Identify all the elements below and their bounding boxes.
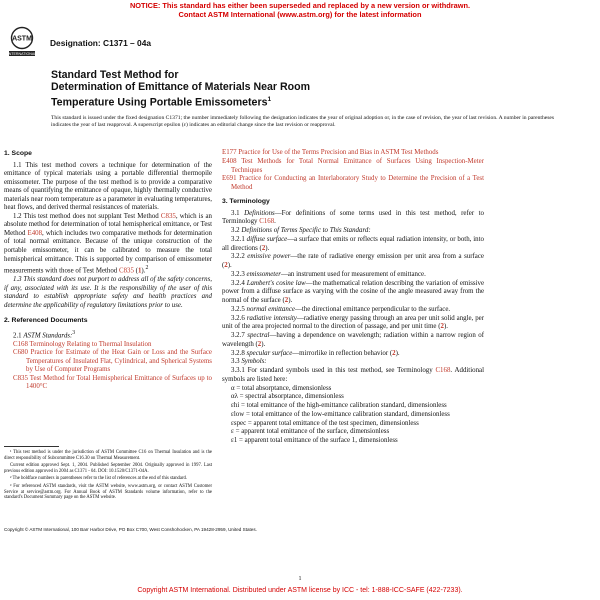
para-3-2-8: 3.2.8 specular surface—mirrorlike in reflection behavior (2). — [231, 349, 400, 357]
ref-code: E177 — [222, 149, 237, 156]
para-3-3-1: 3.3.1 For standard symbols used in this test method, see Terminology C168. Additional symbols are listed here: — [222, 367, 484, 383]
footnote-1: ¹ This test method is under the jurisdiction of ASTM Committee C16 on Thermal Insulation and is the direct responsibility of Subcommittee C16.30 on Thermal Measurement. — [4, 450, 212, 461]
ref-code: E408 — [222, 157, 237, 165]
ref-2-link[interactable]: 2 — [284, 297, 289, 304]
license-line: Copyright ASTM International. Distributed under ASTM license by ICC - tel: 1-888-ICC-SAFE (422-7233). — [137, 587, 463, 594]
title-line-3 — [51, 94, 551, 109]
notice-line-1: NOTICE: This standard has either been superseded and replaced by a new version or withdrawn. — [129, 1, 471, 10]
ref-code: C835 — [13, 374, 28, 382]
ref-item[interactable]: C680 Practice for Estimate of the Heat Gain or Loss and the Surface Temperatures of Insulated Flat, Cylindrical, and Spherical Systems by Use of Computer Programs — [13, 349, 212, 374]
ref-item[interactable]: E408 Test Methods for Total Normal Emittance of Surfaces Using Inspection-Meter Techniques — [222, 157, 484, 174]
document-title — [51, 70, 551, 109]
designation: Designation: C1371 – 04a — [50, 38, 152, 48]
symbol-item: εspec = apparent total emittance of the test specimen, dimensionless — [231, 419, 419, 427]
ref-2-link[interactable]: 2 — [257, 340, 262, 348]
para-1-3: 1.3 This standard does not purport to address all of the safety concerns, if any, associated with its use. It is the responsibility of the user of this standard to establish appropriate safety and health practices and determine the applicability of regulatory limitations prior to use. — [4, 275, 212, 309]
footnote-rule — [4, 446, 59, 447]
para-3-2-7: 3.2.7 spectral—having a dependence on wavelength; radiation within a narrow region of wavelength (2). — [222, 332, 484, 348]
ref-item[interactable]: C835 Test Method for Total Hemispherical Emittance of Surfaces up to 1400°C — [13, 374, 212, 391]
ref-1-link[interactable]: 1 — [137, 267, 142, 275]
ref-2-link[interactable]: 2 — [224, 262, 228, 269]
title-line-3-text: Temperature Using Portable Emissometers — [51, 96, 268, 109]
para-2-1: 2.1 ASTM Standards:$^3$ — [13, 329, 76, 339]
symbol-item: α = total absorptance, dimensionless — [231, 384, 332, 392]
svg-text:INTERNATIONAL: INTERNATIONAL — [8, 52, 36, 56]
ref-2-link[interactable]: 2 — [261, 244, 266, 252]
ref-item[interactable]: E177 Practice for Use of the Terms Precision and Bias in ASTM Test Methods — [222, 149, 439, 156]
para-3-2-1: 3.2.1 diffuse surface—a surface that emits or reflects equal radiation intensity, or both, into all directions (2). — [222, 235, 484, 252]
link-c835-2[interactable]: C835 — [118, 267, 134, 275]
para-3-2-2: 3.2.2 emissive power—the rate of radiative energy emission per unit area from a surface (2). — [222, 253, 484, 269]
ref-item[interactable]: E691 Practice for Conducting an Interlaboratory Study to Determine the Precision of a Test Method — [222, 175, 484, 191]
title-line-2: Determination of Emittance of Materials Near Room — [51, 80, 311, 93]
ref-code: C168 — [13, 340, 28, 348]
para-3-3: 3.3 Symbols: — [231, 358, 267, 366]
copyright-line: Copyright © ASTM International, 100 Barr Harbor Drive, PO Box C700, West Conshohocken, PA 19428-2959, United States. — [4, 527, 257, 532]
symbol-item: ε = apparent total emittance of the surface, dimensionless — [231, 428, 390, 436]
symbol-item: αλ = spectral absorptance, dimensionless — [231, 393, 344, 401]
terminology-heading: 3. Terminology — [222, 197, 270, 205]
link-c835[interactable]: C835 — [160, 212, 176, 220]
title-footnote-mark: 1 — [267, 95, 272, 103]
svg-text:ASTM: ASTM — [12, 35, 32, 43]
ref-item[interactable]: C168 Terminology Relating to Thermal Insulation — [13, 340, 152, 348]
para-1-1: 1.1 This test method covers a technique for determination of the emittance of typical materials using a portable differential thermopile emissometer. The purpose of the test method is to provide a comparative means of quantifying the emittance of opaque, highly thermally conductive materials near room temperature as a parameter in evaluating temperatures, heat flows, and derived thermal resistances of materials. — [4, 161, 212, 212]
footnotes — [4, 450, 212, 503]
ref-2-link[interactable]: 2 — [392, 349, 396, 357]
scope-heading: 1. Scope — [4, 150, 32, 157]
ref-code: C680 — [13, 349, 28, 357]
link-c168[interactable]: C168 — [259, 218, 275, 226]
ref-code: E691 — [222, 175, 237, 183]
para-1-2: 1.2 This test method does not supplant Test Method C835, which is an absolute method for determination of total hemispherical emittance, or Test Method E408, which includes two comparative methods for determination of total normal emittance. Because of the unique construction of the portable emissometer, it can be calibrated to measure the total hemispherical emittance. This is supported by comparison of emissometer measurements with those of Test Method C835 (1).$^2$ — [4, 212, 212, 275]
symbol-item: εlow = total emittance of the low-emittance calibration standard, dimensionless — [231, 410, 450, 418]
link-c168[interactable]: C168 — [435, 367, 451, 374]
symbol-item: ε1 = apparent total emittance of the surface 1, dimensionless — [231, 437, 398, 444]
para-3-2-3: 3.2.3 emissometer—an instrument used for measurement of emittance. — [231, 270, 426, 278]
right-column — [222, 149, 484, 446]
notice-line-2: Contact ASTM International (www.astm.org) for the latest information — [178, 9, 422, 19]
link-e408[interactable]: E408 — [27, 229, 43, 237]
refdocs-heading: 2. Referenced Documents — [4, 317, 88, 325]
para-3-1: 3.1 Definitions—For definitions of some terms used in this test method, refer to Terminology C168. — [222, 209, 484, 226]
footnote-1b: Current edition approved Sept. 1, 2004. Published September 2004. Originally approved in 1997. Last previous edition approved in 2004 as C1371 - 04. DOI: 10.1520/C1371-04A. — [4, 463, 212, 474]
left-column — [4, 150, 212, 392]
ref-2-link[interactable]: 2 — [440, 323, 444, 331]
withdrawn-notice — [0, 2, 600, 19]
para-3-2: 3.2 Definitions of Terms Specific to This Standard: — [231, 227, 371, 234]
para-3-2-6: 3.2.6 radiative intensity—radiative energy passing through an area per unit solid angle, per unit of the area projected normal to the direction of passage, and per unit time (2). — [222, 314, 484, 331]
astm-logo-icon — [8, 26, 36, 58]
para-3-2-4: 3.2.4 Lambert's cosine law—the mathematical relation describing the variation of emissive power from a diffuse surface as varying with the cosine of the angle measured away from the normal of the surface (2). — [222, 279, 484, 304]
symbol-item: εhi = total emittance of the high-emittance calibration standard, dimensionless — [231, 402, 447, 409]
issue-note: This standard is issued under the fixed designation C1371; the number immediately following the designation indicates the year of original adoption or, in the case of revision, the year of last revision. A number in parentheses indicates the year of last reapproval. A superscript epsilon (ε) indicates an editorial change since the last revision or reapproval. — [51, 115, 555, 128]
footnote-3: ³ For referenced ASTM standards, visit the ASTM website, www.astm.org, or contact ASTM Customer Service at service@astm.org. For Annual Book of ASTM Standards volume information, refer to the standard's Document Summary page on the ASTM website. — [4, 483, 212, 501]
page-number: 1 — [298, 576, 302, 582]
para-3-2-5: 3.2.5 normal emittance—the directional emittance perpendicular to the surface. — [231, 305, 451, 313]
footnote-2: ² The boldface numbers in parentheses refer to the list of references at the end of this standard. — [10, 476, 188, 482]
title-line-1: Standard Test Method for — [51, 69, 179, 81]
